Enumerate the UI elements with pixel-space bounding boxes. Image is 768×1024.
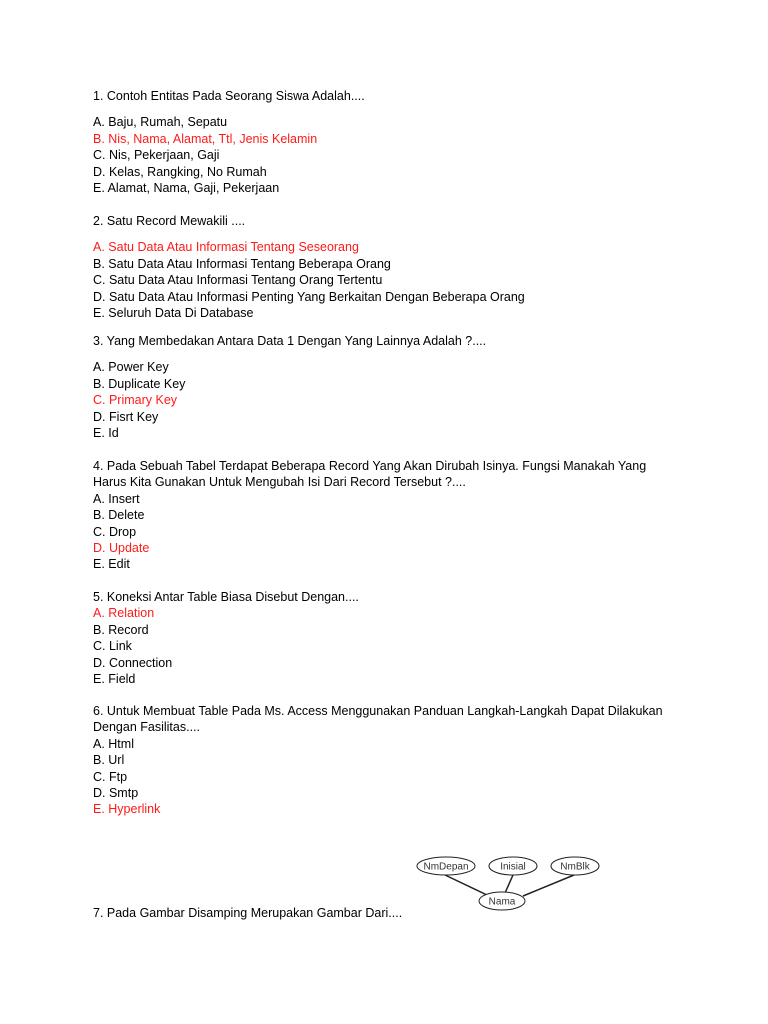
answer-option: D. Smtp (93, 785, 139, 800)
question-text: 5. Koneksi Antar Table Biasa Disebut Dengan.... (93, 590, 359, 604)
answer-option: B. Delete (93, 508, 145, 523)
correct-answer-option: D. Update (93, 540, 150, 555)
question-5 (93, 589, 693, 687)
connector-line (505, 875, 513, 893)
question-1 (93, 88, 693, 196)
answer-option: D. Connection (93, 655, 173, 670)
diagram-node-inisial (489, 857, 537, 875)
connector-line (445, 875, 487, 895)
answer-option: E. Edit (93, 557, 130, 572)
question-2 (93, 213, 693, 321)
question-text: 7. Pada Gambar Disamping Merupakan Gambar Dari.... (93, 906, 403, 920)
answer-option: A. Html (93, 736, 134, 751)
answer-option: C. Satu Data Atau Informasi Tentang Orang Tertentu (93, 273, 383, 288)
diagram-node-nama (479, 892, 525, 910)
diagram-node-nmblk (551, 857, 599, 875)
answer-option: E. Alamat, Nama, Gaji, Pekerjaan (93, 180, 280, 195)
answer-option: A. Power Key (93, 360, 169, 375)
question-text: 4. Pada Sebuah Tabel Terdapat Beberapa Record Yang Akan Dirubah Isinya. Fungsi Manakah Yang (93, 459, 647, 473)
answer-option: E. Field (93, 671, 136, 686)
connector-line (523, 875, 574, 896)
attribute-diagram (412, 848, 612, 920)
question-text: Harus Kita Gunakan Untuk Mengubah Isi Dari Record Tersebut ?.... (93, 475, 466, 490)
question-text: 6. Untuk Membuat Table Pada Ms. Access Menggunakan Panduan Langkah-Langkah Dapat Dilakukan (93, 704, 663, 718)
question-text: Dengan Fasilitas.... (93, 720, 200, 735)
diagram-node-nmdepan (417, 857, 475, 875)
answer-option: D. Satu Data Atau Informasi Penting Yang Berkaitan Dengan Beberapa Orang (93, 289, 525, 304)
question-text: 1. Contoh Entitas Pada Seorang Siswa Adalah.... (93, 89, 365, 103)
answer-option: B. Satu Data Atau Informasi Tentang Beberapa Orang (93, 256, 391, 271)
question-text: 2. Satu Record Mewakili .... (93, 214, 246, 228)
answer-option: C. Link (93, 639, 132, 654)
answer-option: C. Drop (93, 524, 137, 539)
answer-option: D. Kelas, Rangking, No Rumah (93, 164, 267, 179)
correct-answer-option: E. Hyperlink (93, 802, 161, 817)
answer-option: B. Url (93, 753, 125, 768)
answer-option: C. Nis, Pekerjaan, Gaji (93, 148, 220, 163)
diagram-node-label: Nama (488, 896, 516, 908)
question-6 (93, 703, 693, 818)
answer-option: E. Seluruh Data Di Database (93, 305, 254, 320)
answer-option: A. Baju, Rumah, Sepatu (93, 115, 228, 130)
answer-option: A. Insert (93, 491, 140, 506)
question-3 (93, 333, 693, 441)
diagram-node-label: NmBlk (560, 861, 590, 873)
diagram-node-label: Inisial (500, 861, 526, 873)
answer-option: C. Ftp (93, 769, 128, 784)
answer-option: B. Record (93, 622, 149, 637)
correct-answer-option: A. Relation (93, 606, 155, 621)
correct-answer-option: A. Satu Data Atau Informasi Tentang Seseorang (93, 240, 359, 255)
answer-option: B. Duplicate Key (93, 376, 186, 391)
diagram-node-label: NmDepan (423, 861, 469, 873)
correct-answer-option: B. Nis, Nama, Alamat, Ttl, Jenis Kelamin (93, 131, 318, 146)
question-text: 3. Yang Membedakan Antara Data 1 Dengan Yang Lainnya Adalah ?.... (93, 334, 487, 348)
answer-option: D. Fisrt Key (93, 409, 159, 424)
question-4 (93, 458, 693, 573)
correct-answer-option: C. Primary Key (93, 393, 178, 408)
answer-option: E. Id (93, 425, 119, 440)
